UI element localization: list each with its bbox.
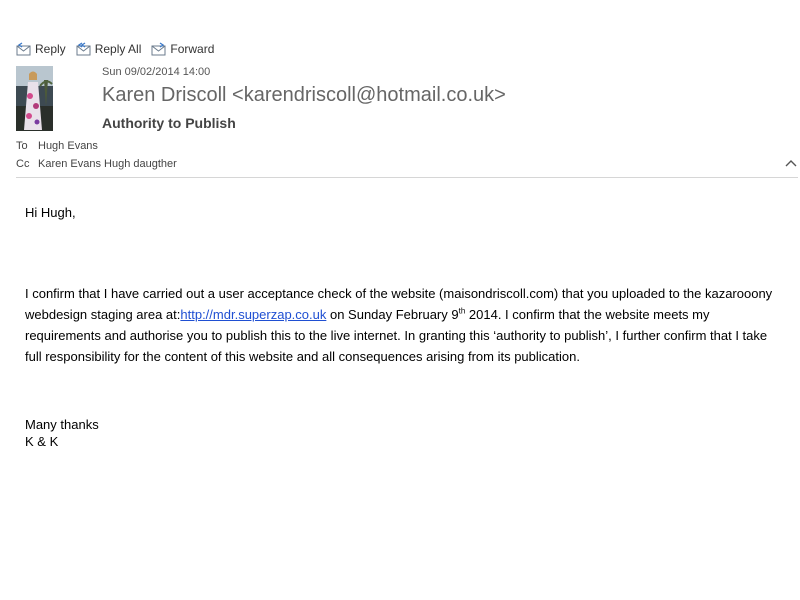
- reply-all-label: Reply All: [94, 42, 142, 56]
- sender-photo: [16, 66, 53, 131]
- sender-name[interactable]: Karen Driscoll <karendriscoll@hotmail.co.uk>: [102, 84, 506, 106]
- reply-icon: [16, 42, 31, 56]
- reply-all-button[interactable]: [76, 42, 142, 56]
- signoff-line-1: Many thanks: [25, 417, 99, 432]
- message-toolbar: [16, 42, 214, 56]
- message-paragraph: [25, 283, 785, 367]
- forward-button[interactable]: [151, 42, 214, 56]
- to-recipient[interactable]: Hugh Evans: [38, 140, 98, 152]
- reply-all-icon: [76, 42, 91, 56]
- sender-avatar: [16, 66, 53, 131]
- to-row: [16, 140, 98, 152]
- paragraph-text-3: 2014. I confirm that the website meets my requirements and authorise you to publish this to the live internet. In granting this ‘authority to publish’, I further confirm that I take full responsibility for the content of this website and all consequences arising from its publication.: [25, 307, 768, 364]
- cc-recipient[interactable]: Karen Evans Hugh daugther: [38, 158, 177, 170]
- header-divider: [16, 177, 798, 178]
- sent-date: Sun 09/02/2014 14:00: [102, 66, 211, 78]
- greeting: Hi Hugh,: [25, 205, 76, 220]
- message-subject: Authority to Publish: [102, 115, 236, 131]
- reply-label: Reply: [35, 42, 66, 56]
- staging-link[interactable]: http://mdr.superzap.co.uk: [180, 307, 327, 322]
- cc-label: Cc: [16, 158, 30, 170]
- forward-label: Forward: [170, 42, 215, 56]
- forward-icon: [151, 42, 166, 56]
- collapse-header-chevron-up-icon[interactable]: [784, 156, 798, 170]
- paragraph-text-1: I confirm that I have carried out a user acceptance check of the website (maisondriscoll.com) that you uploaded to the kazarooony webdesign staging area at:: [25, 286, 773, 322]
- to-label: To: [16, 140, 28, 152]
- signoff-line-2: K & K: [25, 434, 59, 449]
- reply-button[interactable]: [16, 42, 66, 56]
- cc-row: [16, 158, 177, 170]
- paragraph-text-2: on Sunday February 9: [326, 307, 459, 322]
- date-superscript: th: [458, 306, 466, 316]
- signoff: [25, 416, 785, 450]
